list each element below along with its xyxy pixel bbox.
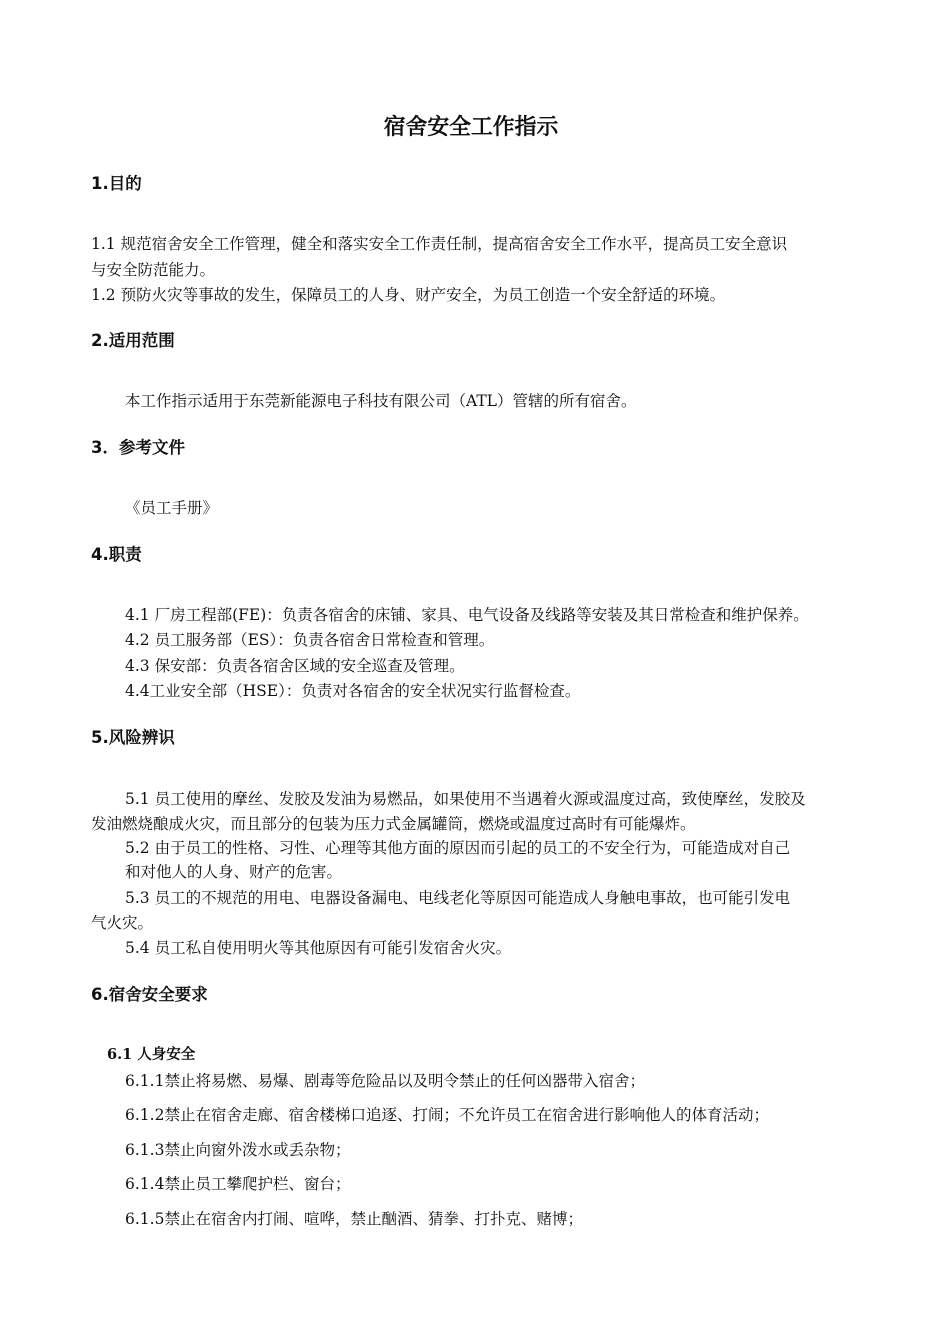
risk-item-3-line-2: 气火灾。 <box>91 914 154 932</box>
requirement-item: 6.1.1禁止将易燃、易爆、剧毒等危险品以及明令禁止的任何凶器带入宿舍； <box>125 1072 645 1090</box>
requirement-item: 6.1.4禁止员工攀爬护栏、窗台； <box>125 1175 351 1193</box>
purpose-paragraph-1-line-1: 1.1 规范宿舍安全工作管理，健全和落实安全工作责任制，提高宿舍安全工作水平，提高员工安全意识 <box>91 235 788 253</box>
risk-item-4: 5.4 员工私自使用明火等其他原因有可能引发宿舍火灾。 <box>125 939 512 957</box>
document-title: 宿舍安全工作指示 <box>383 115 559 140</box>
risk-item-1-line-2: 发油燃烧酿成火灾，而且部分的包装为压力式金属罐筒，燃烧或温度过高时有可能爆炸。 <box>91 815 696 833</box>
risk-item-2-line-2: 和对他人的人身、财产的危害。 <box>125 863 343 881</box>
section-heading-requirements: 6.宿舍安全要求 <box>91 985 208 1004</box>
section-heading-duties: 4.职责 <box>91 545 142 564</box>
duty-item: 4.4工业安全部（HSE）：负责对各宿舍的安全状况实行监督检查。 <box>125 682 581 700</box>
requirement-item: 6.1.2禁止在宿舍走廊、宿舍楼梯口追逐、打闹；不允许员工在宿舍进行影响他人的体育活动； <box>125 1106 769 1124</box>
risk-item-2-line-1: 5.2 由于员工的性格、习性、心理等其他方面的原因而引起的员工的不安全行为，可能造成对自己 <box>125 839 791 857</box>
subsection-heading-personal-safety: 6.1 人身安全 <box>107 1046 196 1063</box>
risk-item-1-line-1: 5.1 员工使用的摩丝、发胶及发油为易燃品，如果使用不当遇着火源或温度过高，致使摩丝，发胶及 <box>125 790 806 808</box>
section-heading-scope: 2.适用范围 <box>91 331 175 350</box>
section-heading-purpose: 1.目的 <box>91 174 142 193</box>
duty-item: 4.3 保安部：负责各宿舍区域的安全巡查及管理。 <box>125 657 465 675</box>
scope-paragraph: 本工作指示适用于东莞新能源电子科技有限公司（ATL）管辖的所有宿舍。 <box>125 392 637 410</box>
requirement-item: 6.1.3禁止向窗外泼水或丢杂物； <box>125 1141 351 1159</box>
reference-document: 《员工手册》 <box>125 499 219 517</box>
requirement-item: 6.1.5禁止在宿舍内打闹、喧哗，禁止酗酒、猜拳、打扑克、赌博； <box>125 1210 583 1228</box>
purpose-paragraph-1-line-2: 与安全防范能力。 <box>91 261 216 279</box>
duty-item: 4.2 员工服务部（ES）：负责各宿舍日常检查和管理。 <box>125 631 495 649</box>
risk-item-3-line-1: 5.3 员工的不规范的用电、电器设备漏电、电线老化等原因可能造成人身触电事故，也可能引发电 <box>125 889 791 907</box>
section-heading-reference: 3．参考文件 <box>91 438 185 457</box>
section-heading-risk: 5.风险辨识 <box>91 728 175 747</box>
duty-item: 4.1 厂房工程部(FE)：负责各宿舍的床铺、家具、电气设备及线路等安装及其日常检查和维护保养。 <box>125 606 809 624</box>
purpose-paragraph-2: 1.2 预防火灾等事故的发生，保障员工的人身、财产安全，为员工创造一个安全舒适的环境。 <box>91 286 726 304</box>
